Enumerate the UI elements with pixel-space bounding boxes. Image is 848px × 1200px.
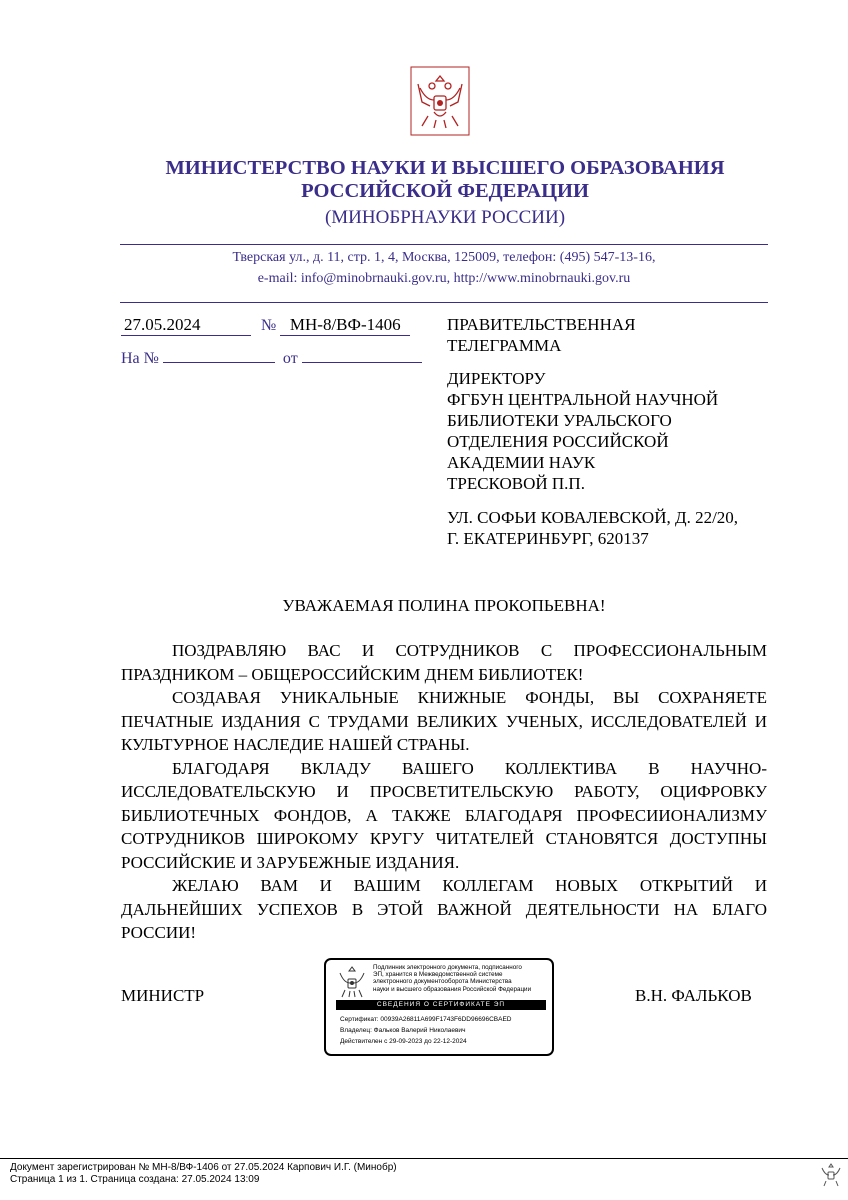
body-paragraph: ПОЗДРАВЛЯЮ ВАС И СОТРУДНИКОВ С ПРОФЕССИОНАЛЬНЫМ ПРАЗДНИКОМ – ОБЩЕРОССИЙСКИМ ДНЕМ БИБЛИОТЕК!: [121, 641, 767, 684]
ministry-contacts: [120, 247, 768, 289]
body-paragraph: ЖЕЛАЮ ВАМ И ВАШИМ КОЛЛЕГАМ НОВЫХ ОТКРЫТИЙ И ДАЛЬНЕЙШИХ УСПЕХОВ В ЭТОЙ ВАЖНОЙ ДЕЯТЕЛЬНОСТИ НА БЛАГО РОССИИ!: [121, 876, 767, 942]
message-type-line2: ТЕЛЕГРАММА: [447, 336, 562, 355]
recipient-line: БИБЛИОТЕКИ УРАЛЬСКОГО: [447, 411, 672, 430]
outgoing-registration: [121, 315, 410, 336]
message-type-line1: ПРАВИТЕЛЬСТВЕННАЯ: [447, 315, 636, 334]
reply-reference: [121, 348, 422, 368]
recipient-address-line1: УЛ. СОФЬИ КОВАЛЕВСКОЙ, Д. 22/20,: [447, 508, 739, 527]
body-paragraph: БЛАГОДАРЯ ВКЛАДУ ВАШЕГО КОЛЛЕКТИВА В НАУЧНО-ИССЛЕДОВАТЕЛЬСКУЮ И ПРОСВЕТИТЕЛЬСКУЮ РАБОТУ, ОЦИФРОВКУ БИБЛИОТЕЧНЫХ ФОНДОВ, А ТАКЖЕ БЛАГОДАРЯ ПРОФЕСИИОНАЛИЗМУ СОТРУДНИКОВ ШИРОКОМУ КРУГУ ЧИТАТЕЛЕЙ СТАНОВЯТСЯ ДОСТУПНЫ РОССИЙСКИЕ И ЗАРУБЕЖНЫЕ ИЗДАНИЯ.: [121, 758, 767, 872]
footer-page-info: Страница 1 из 1. Страница создана: 27.05.2024 13:09: [10, 1174, 260, 1185]
stamp-note-line: ЭП, хранится в Межведомственной системе: [373, 971, 503, 979]
recipient-address: [447, 507, 777, 549]
reply-date-blank: [302, 348, 422, 363]
recipient: [447, 368, 777, 494]
ministry-short-name: (МИНОБРНАУКИ РОССИИ): [324, 207, 566, 228]
document-date: 27.05.2024: [121, 315, 251, 336]
header-rule-top: [120, 244, 768, 245]
number-sign: №: [261, 317, 277, 334]
recipient-address-line2: Г. ЕКАТЕРИНБУРГ, 620137: [447, 529, 649, 548]
recipient-line: ОТДЕЛЕНИЯ РОССИЙСКОЙ: [447, 432, 669, 451]
greeting: УВАЖАЕМАЯ ПОЛИНА ПРОКОПЬЕВНА!: [282, 596, 606, 615]
stamp-note-line: электронного документооборота Министерства: [373, 978, 512, 986]
from-label: от: [282, 350, 298, 367]
coat-of-arms-icon: [336, 964, 368, 1000]
footer-registration: Документ зарегистрирован № МН-8/ВФ-1406 от 27.05.2024 Карпович И.Г. (Минобр): [10, 1162, 397, 1173]
recipient-line: ФГБУН ЦЕНТРАЛЬНОЙ НАУЧНОЙ: [447, 390, 719, 409]
stamp-note-line: Подлинник электронного документа, подписанного: [373, 964, 522, 971]
letter-body: [121, 639, 767, 945]
coat-of-arms-icon: [820, 1162, 842, 1188]
coat-of-arms-icon: [410, 66, 470, 136]
document-number: МН-8/ВФ-1406: [280, 315, 410, 336]
recipient-line: ДИРЕКТОРУ: [447, 369, 546, 388]
reply-number-blank: [163, 348, 275, 363]
signer-name: В.Н. ФАЛЬКОВ: [635, 986, 752, 1005]
recipient-line: ТРЕСКОВОЙ П.П.: [447, 474, 585, 493]
message-type: [447, 314, 777, 356]
ministry-name-line2: РОССИЙСКОЙ ФЕДЕРАЦИИ: [301, 180, 589, 202]
ministry-email-web: e-mail: info@minobrnauki.gov.ru, http://www.minobrnauki.gov.ru: [257, 271, 631, 286]
stamp-validity: Действителен с 29-09-2023 до 22-12-2024: [340, 1038, 467, 1045]
stamp-note: [373, 964, 553, 993]
ministry-address: Тверская ул., д. 11, стр. 1, 4, Москва, 125009, телефон: (495) 547-13-16,: [232, 250, 656, 265]
stamp-note-line: науки и высшего образования Российской Федерации: [373, 985, 532, 993]
ministry-name-line1: МИНИСТЕРСТВО НАУКИ И ВЫСШЕГО ОБРАЗОВАНИЯ: [165, 157, 725, 179]
stamp-certificate: Сертификат: 00939A26811A699F1743F6DD96696CBAED: [340, 1016, 512, 1023]
stamp-owner: Владелец: Фальков Валерий Николаевич: [340, 1027, 466, 1034]
body-paragraph: СОЗДАВАЯ УНИКАЛЬНЫЕ КНИЖНЫЕ ФОНДЫ, ВЫ СОХРАНЯЕТЕ ПЕЧАТНЫЕ ИЗДАНИЯ С ТРУДАМИ ВЕЛИКИХ УЧЕНЫХ, ИССЛЕДОВАТЕЛЕЙ И КУЛЬТУРНОЕ НАСЛЕДИЕ НАШЕЙ СТРАНЫ.: [121, 688, 767, 754]
ministry-name: [100, 157, 790, 203]
recipient-line: АКАДЕМИИ НАУК: [447, 453, 596, 472]
electronic-signature-stamp: [324, 958, 554, 1056]
signer-title: МИНИСТР: [121, 986, 205, 1005]
stamp-certificate-header: СВЕДЕНИЯ О СЕРТИФИКАТЕ ЭП: [336, 1000, 546, 1010]
header-rule-bottom: [120, 302, 768, 303]
reply-label: На №: [121, 350, 159, 367]
footer-rule: [0, 1158, 848, 1159]
registration-footer: [10, 1162, 397, 1186]
